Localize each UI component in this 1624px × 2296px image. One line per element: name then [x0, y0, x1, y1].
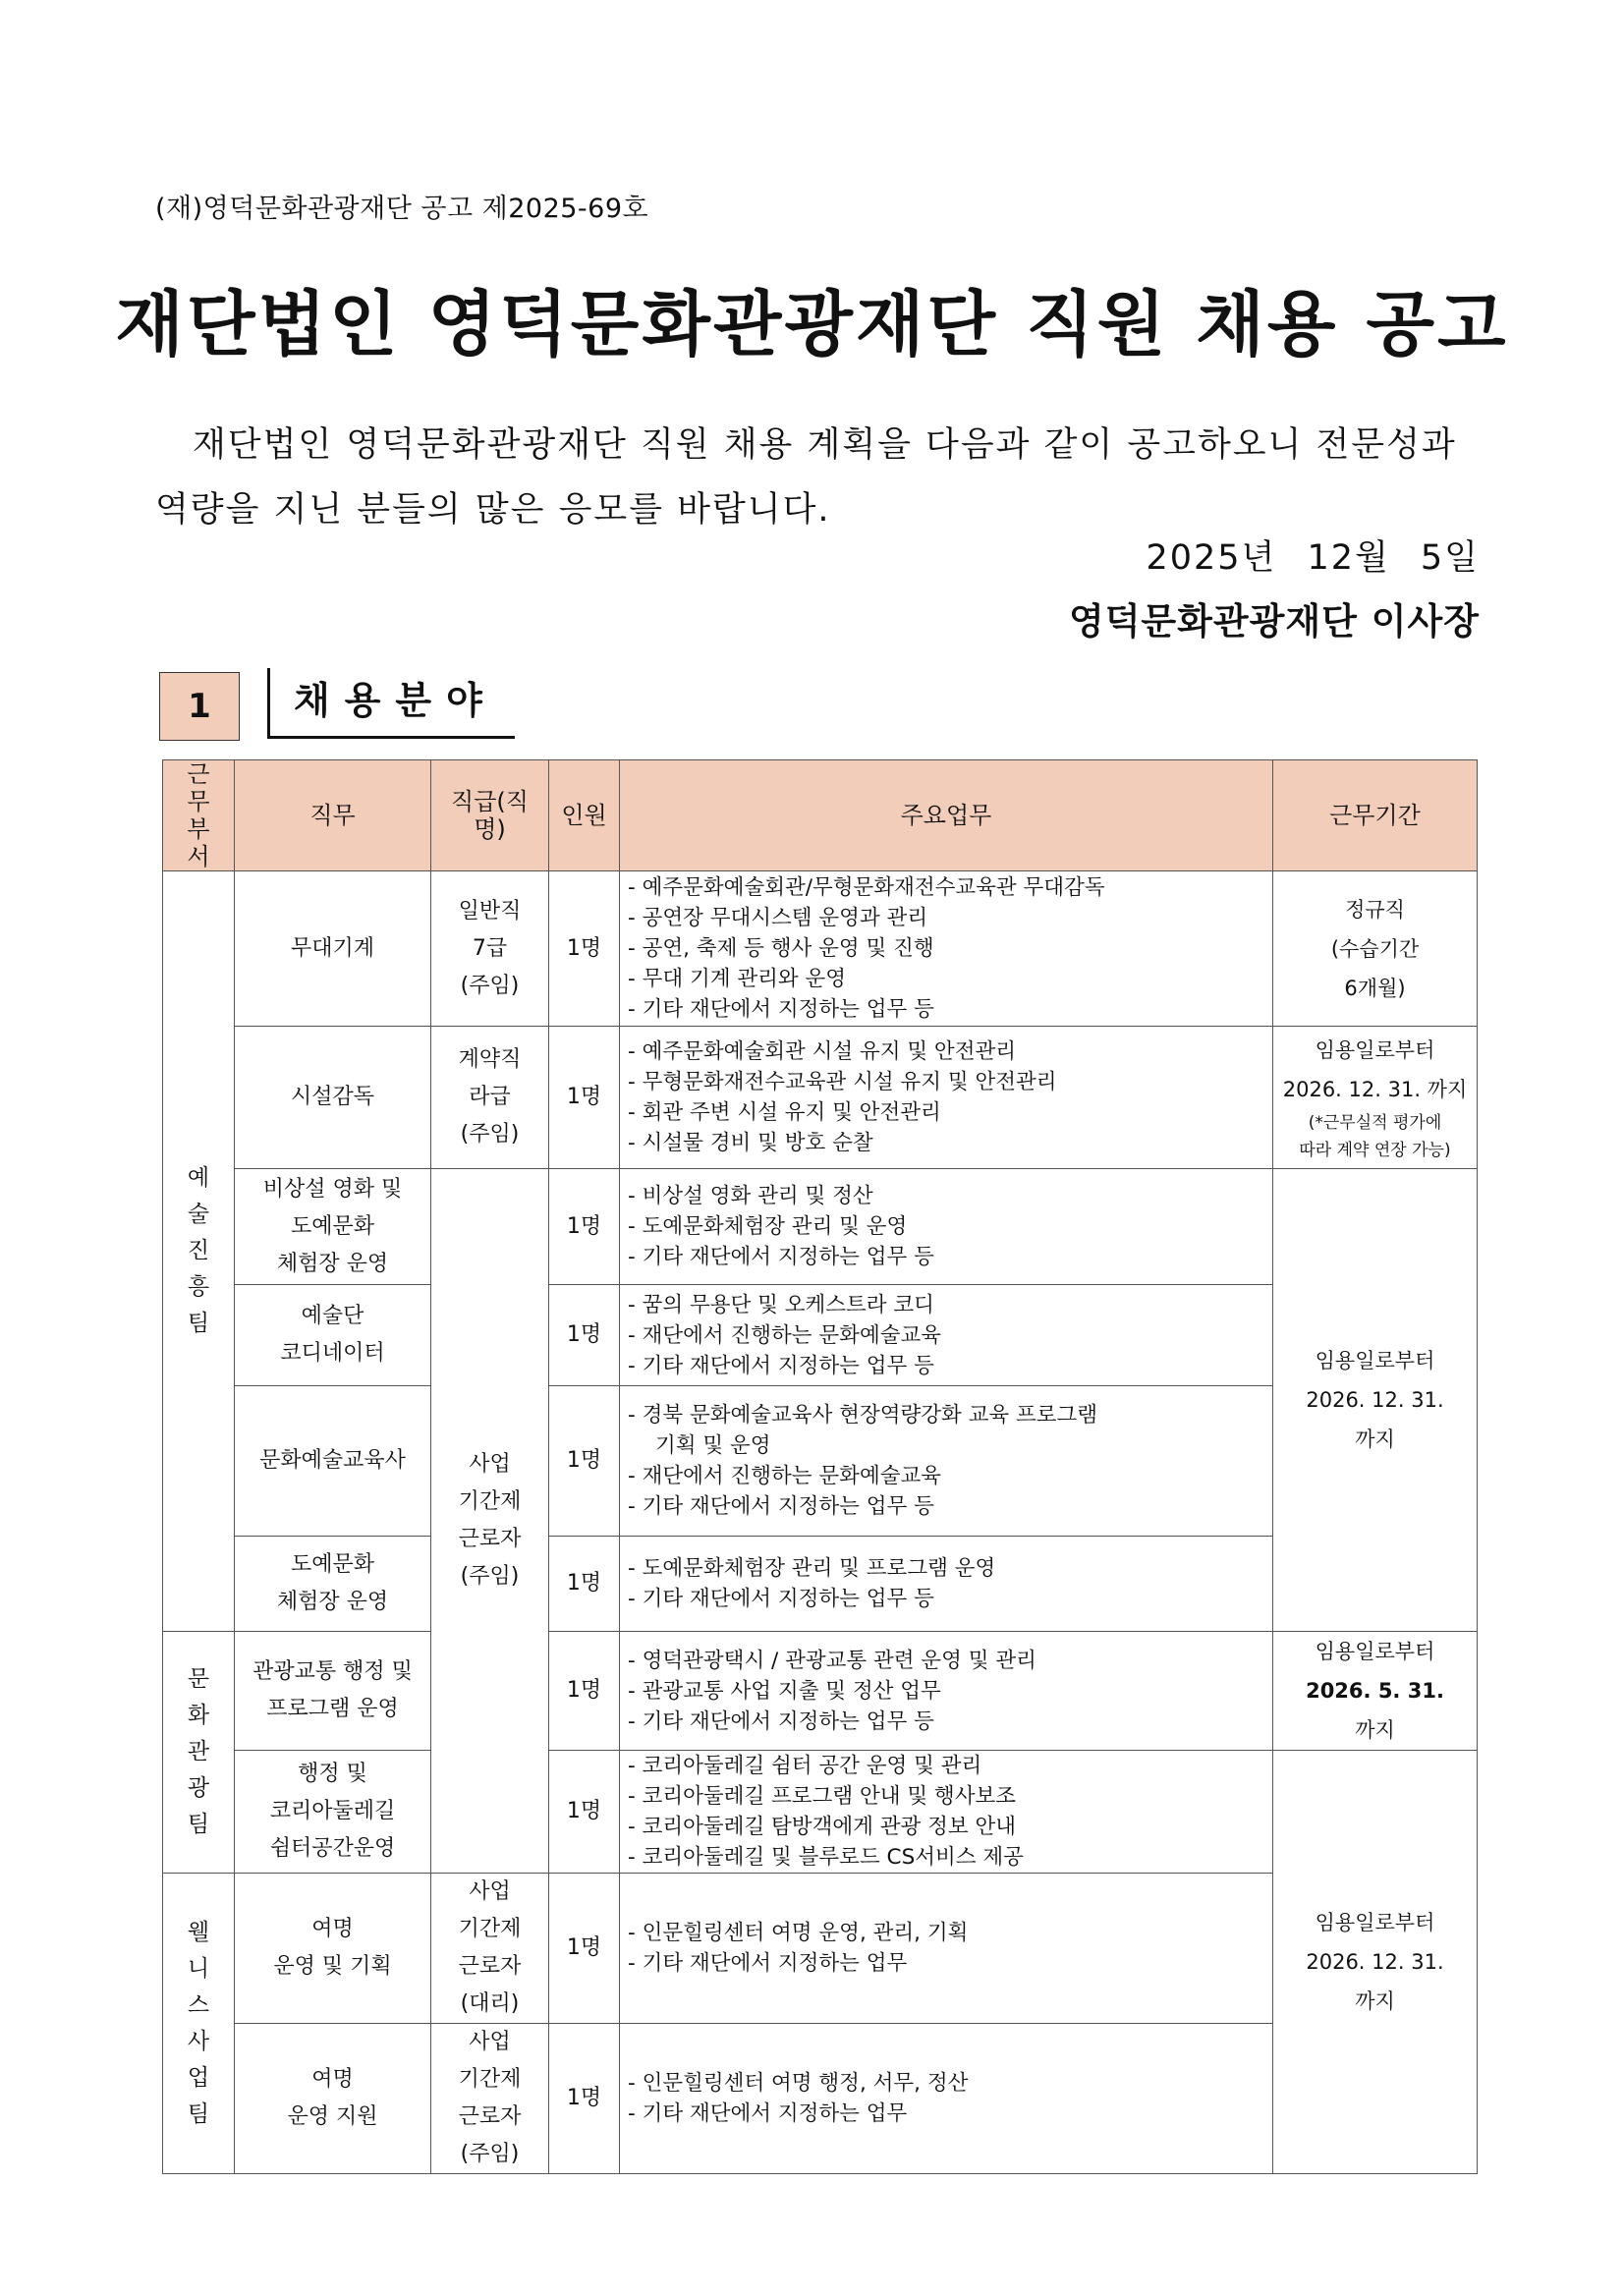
- cell-line: 사업: [469, 1879, 511, 1904]
- dept-cell: [163, 1874, 235, 2174]
- count-cell: 1명: [549, 1027, 620, 1169]
- count-cell: 1명: [549, 1285, 620, 1386]
- duties-cell: [620, 871, 1273, 1027]
- cell-line: 라급: [469, 1085, 511, 1109]
- cell-line: 7급: [472, 935, 508, 961]
- dept-char: 니: [187, 1955, 210, 1982]
- cell-line: 6개월): [1344, 976, 1406, 1000]
- duty-item: - 도예문화체험장 관리 및 운영: [628, 1214, 908, 1239]
- dept-char: 술: [187, 1202, 210, 1227]
- document-title: 재단법인 영덕문화관광재단 직원 채용 공고: [115, 283, 1509, 365]
- count-cell: 1명: [549, 1874, 620, 2024]
- section-number: 1: [159, 672, 240, 741]
- cell-line: 여명: [311, 1917, 354, 1941]
- cell-line: 문화예술교육사: [259, 1448, 406, 1473]
- duties-cell: [620, 1537, 1273, 1632]
- duty-item: - 기타 재단에서 지정하는 업무: [628, 2101, 908, 2126]
- dept-char: 웰: [187, 1919, 210, 1945]
- intro-paragraph: 재단법인 영덕문화관광재단 직원 채용 계획을 다음과 같이 공고하오니 전문성과 역량을 지닌 분들의 많은 응모를 바랍니다.: [155, 425, 1457, 530]
- cell-line: 쉼터공간운영: [269, 1836, 396, 1861]
- cell-line: 체험장 운영: [276, 1251, 389, 1276]
- header-period: 근무기간: [1273, 760, 1478, 871]
- cell-line: (수습기간: [1330, 936, 1420, 961]
- dept-char: 팀: [187, 2100, 210, 2127]
- duty-item: - 기타 재단에서 지정하는 업무: [628, 1951, 908, 1976]
- cell-line: 기간제: [458, 2067, 522, 2092]
- cell-line: 도예문화: [290, 1213, 374, 1239]
- count-cell: 1명: [549, 1169, 620, 1285]
- grade-cell: [431, 871, 549, 1027]
- cell-line: 근로자: [458, 1954, 522, 1979]
- duty-item: - 재단에서 진행하는 문화예술교육: [628, 1464, 942, 1488]
- duty-item: - 무대 기계 관리와 운영: [628, 967, 847, 991]
- grade-cell: [431, 2024, 549, 2174]
- cell-line: 근로자: [458, 1527, 522, 1551]
- cell-line: (대리): [460, 1991, 520, 2016]
- duty-item: - 공연, 축제 등 행사 운영 및 진행: [628, 936, 934, 961]
- cell-line: 계약직: [458, 1047, 522, 1072]
- cell-line: 행정 및: [298, 1762, 367, 1786]
- duty-item: - 경북 문화예술교육사 현장역량강화 교육 프로그램: [628, 1403, 1098, 1428]
- cell-line: 근로자: [458, 2104, 522, 2129]
- cell-line: 무대기계: [290, 935, 374, 961]
- cell-line: 운영 및 기획: [273, 1954, 392, 1979]
- dept-char: 문: [187, 1666, 210, 1692]
- count-cell: 1명: [549, 1537, 620, 1632]
- count-cell: 1명: [549, 2024, 620, 2174]
- duties-cell: [620, 1027, 1273, 1169]
- header-duties: 주요업무: [620, 760, 1273, 871]
- period-line: 2026. 5. 31.: [1306, 1679, 1444, 1703]
- duty-item: - 시설물 경비 및 방호 순찰: [628, 1131, 873, 1155]
- job-cell: [235, 1537, 431, 1632]
- duty-item: - 도예문화체험장 관리 및 프로그램 운영: [628, 1556, 996, 1581]
- cell-line: 도예문화: [290, 1552, 374, 1577]
- cell-line: 여명: [311, 2067, 354, 2092]
- duties-cell: [620, 1751, 1273, 1874]
- cell-line: 2026. 12. 31.: [1306, 1388, 1444, 1412]
- count-cell: 1명: [549, 1386, 620, 1537]
- duty-item: - 코리아둘레길 탐방객에게 관광 정보 안내: [628, 1815, 1017, 1839]
- period-line: 임용일로부터: [1315, 1640, 1435, 1663]
- grade-cell: [431, 1874, 549, 2024]
- cell-line: (주임): [460, 1564, 520, 1589]
- cell-line: (주임): [460, 2142, 520, 2166]
- dept-char: 스: [187, 1991, 210, 2018]
- duty-item: - 기타 재단에서 지정하는 업무 등: [628, 1587, 934, 1611]
- duty-item: - 기타 재단에서 지정하는 업무 등: [628, 1708, 934, 1734]
- cell-line: 비상설 영화 및: [262, 1176, 403, 1202]
- dept-char: 관: [187, 1739, 210, 1764]
- period-cell: [1273, 1751, 1478, 2174]
- dept-cell: [163, 1632, 235, 1874]
- duties-cell: [620, 1874, 1273, 2024]
- recruitment-table: [162, 759, 1478, 2174]
- duties-cell: [620, 1169, 1273, 1285]
- cell-line: 정규직: [1345, 897, 1405, 922]
- header-count: 인원: [549, 760, 620, 871]
- duty-item: - 인문힐링센터 여명 운영, 관리, 기획: [628, 1921, 969, 1945]
- duty-item: - 코리아둘레길 프로그램 안내 및 행사보조: [628, 1784, 1017, 1809]
- count-cell: 1명: [549, 871, 620, 1027]
- cell-line: (주임): [460, 973, 520, 998]
- cell-line: 코디네이터: [280, 1341, 385, 1366]
- period-cell: [1273, 1027, 1478, 1169]
- cell-line: 사업: [469, 2030, 511, 2054]
- duty-item: - 회관 주변 시설 유지 및 안전관리: [628, 1100, 941, 1125]
- job-cell: [235, 1874, 431, 2024]
- duty-item: - 무형문화재전수교육관 시설 유지 및 안전관리: [628, 1070, 1057, 1094]
- cell-line: 시설감독: [290, 1085, 374, 1109]
- duty-item: - 예주문화예술회관 시설 유지 및 안전관리: [628, 1039, 1017, 1064]
- cell-line: 예술단: [301, 1304, 364, 1328]
- duties-cell: [620, 1386, 1273, 1537]
- duty-item: - 코리아둘레길 및 블루로드 CS서비스 제공: [628, 1845, 1024, 1870]
- period-cell: [1273, 1632, 1478, 1751]
- section-title: 채용분야: [267, 668, 515, 739]
- count-cell: 1명: [549, 1632, 620, 1751]
- table-row: [163, 871, 1478, 1027]
- cell-line: 체험장 운영: [276, 1590, 389, 1614]
- grade-cell: [431, 1027, 549, 1169]
- period-line: (*근무실적 평가에: [1308, 1113, 1442, 1133]
- duty-item: - 코리아둘레길 쉼터 공간 운영 및 관리: [628, 1754, 982, 1778]
- grade-cell: [431, 1169, 549, 1874]
- cell-line: 임용일로부터: [1315, 1911, 1435, 1934]
- period-cell: [1273, 871, 1478, 1027]
- cell-line: 일반직: [458, 898, 522, 924]
- cell-line: 까지: [1355, 1989, 1395, 2013]
- dept-char: 광: [187, 1775, 210, 1801]
- cell-line: 프로그램 운영: [266, 1697, 399, 1721]
- duty-item: - 예주문화예술회관/무형문화재전수교육관 무대감독: [628, 875, 1105, 900]
- period-line: 까지: [1355, 1718, 1395, 1742]
- duties-cell: [620, 1632, 1273, 1751]
- job-cell: [235, 1632, 431, 1751]
- dept-char: 업: [187, 2064, 210, 2091]
- table-row: [163, 1169, 1478, 1285]
- period-line: 따라 계약 연장 가능): [1299, 1141, 1451, 1160]
- duty-item: - 공연장 무대시스템 운영과 관리: [628, 906, 928, 930]
- job-cell: [235, 1285, 431, 1386]
- period-cell: [1273, 1169, 1478, 1632]
- table-header-row: [163, 760, 1478, 871]
- duty-item: - 기타 재단에서 지정하는 업무 등: [628, 997, 934, 1022]
- duty-item: - 비상설 영화 관리 및 정산: [628, 1184, 873, 1208]
- period-line: 임용일로부터: [1315, 1038, 1435, 1062]
- period-line: 2026. 12. 31. 까지: [1282, 1078, 1468, 1101]
- duty-item: - 기타 재단에서 지정하는 업무 등: [628, 1245, 934, 1269]
- table-row: [163, 1632, 1478, 1751]
- count-cell: 1명: [549, 1751, 620, 1874]
- dept-char: 팀: [187, 1311, 210, 1336]
- header-grade: 직급(직명): [431, 760, 549, 871]
- cell-line: 운영 지원: [287, 2104, 378, 2129]
- cell-line: (주임): [460, 1122, 520, 1147]
- job-cell: [235, 2024, 431, 2174]
- cell-line: 2026. 12. 31.: [1306, 1950, 1444, 1974]
- dept-cell: [163, 871, 235, 1632]
- duty-item: - 인문힐링센터 여명 행정, 서무, 정산: [628, 2071, 969, 2096]
- duty-item: - 기타 재단에서 지정하는 업무 등: [628, 1353, 934, 1378]
- duty-item: - 기타 재단에서 지정하는 업무 등: [628, 1494, 934, 1519]
- notice-date: 2025년 12월 5일: [1146, 538, 1480, 578]
- duty-item: - 꿈의 무용단 및 오케스트라 코디: [628, 1292, 934, 1317]
- cell-line: 관광교통 행정 및: [252, 1659, 413, 1684]
- duty-item: 기획 및 운영: [655, 1433, 771, 1458]
- cell-line: 임용일로부터: [1315, 1349, 1435, 1372]
- cell-line: 사업: [469, 1452, 511, 1477]
- job-cell: [235, 871, 431, 1027]
- dept-char: 흥: [187, 1274, 210, 1300]
- table-row: [163, 1751, 1478, 1874]
- notice-number: (재)영덕문화관광재단 공고 제2025-69호: [155, 194, 649, 224]
- table-row: [163, 1027, 1478, 1169]
- cell-line: 까지: [1355, 1428, 1395, 1451]
- job-cell: [235, 1386, 431, 1537]
- job-cell: [235, 1169, 431, 1285]
- duty-item: - 관광교통 사업 지출 및 정산 업무: [628, 1678, 941, 1704]
- dept-char: 진: [187, 1238, 210, 1263]
- dept-char: 예: [187, 1165, 210, 1191]
- duties-cell: [620, 2024, 1273, 2174]
- job-cell: [235, 1751, 431, 1874]
- cell-line: 기간제: [458, 1917, 522, 1941]
- duty-item: - 영덕관광택시 / 관광교통 관련 운영 및 관리: [628, 1648, 1036, 1673]
- header-job: 직무: [235, 760, 431, 871]
- dept-char: 화: [187, 1703, 210, 1728]
- cell-line: 코리아둘레길: [269, 1799, 396, 1823]
- cell-line: 기간제: [458, 1489, 522, 1514]
- job-cell: [235, 1027, 431, 1169]
- header-dept: 근무부서: [163, 760, 235, 871]
- duties-cell: [620, 1285, 1273, 1386]
- dept-char: 사: [187, 2028, 210, 2054]
- dept-char: 팀: [187, 1812, 210, 1837]
- signer: 영덕문화관광재단 이사장: [1068, 600, 1480, 643]
- duty-item: - 재단에서 진행하는 문화예술교육: [628, 1322, 942, 1348]
